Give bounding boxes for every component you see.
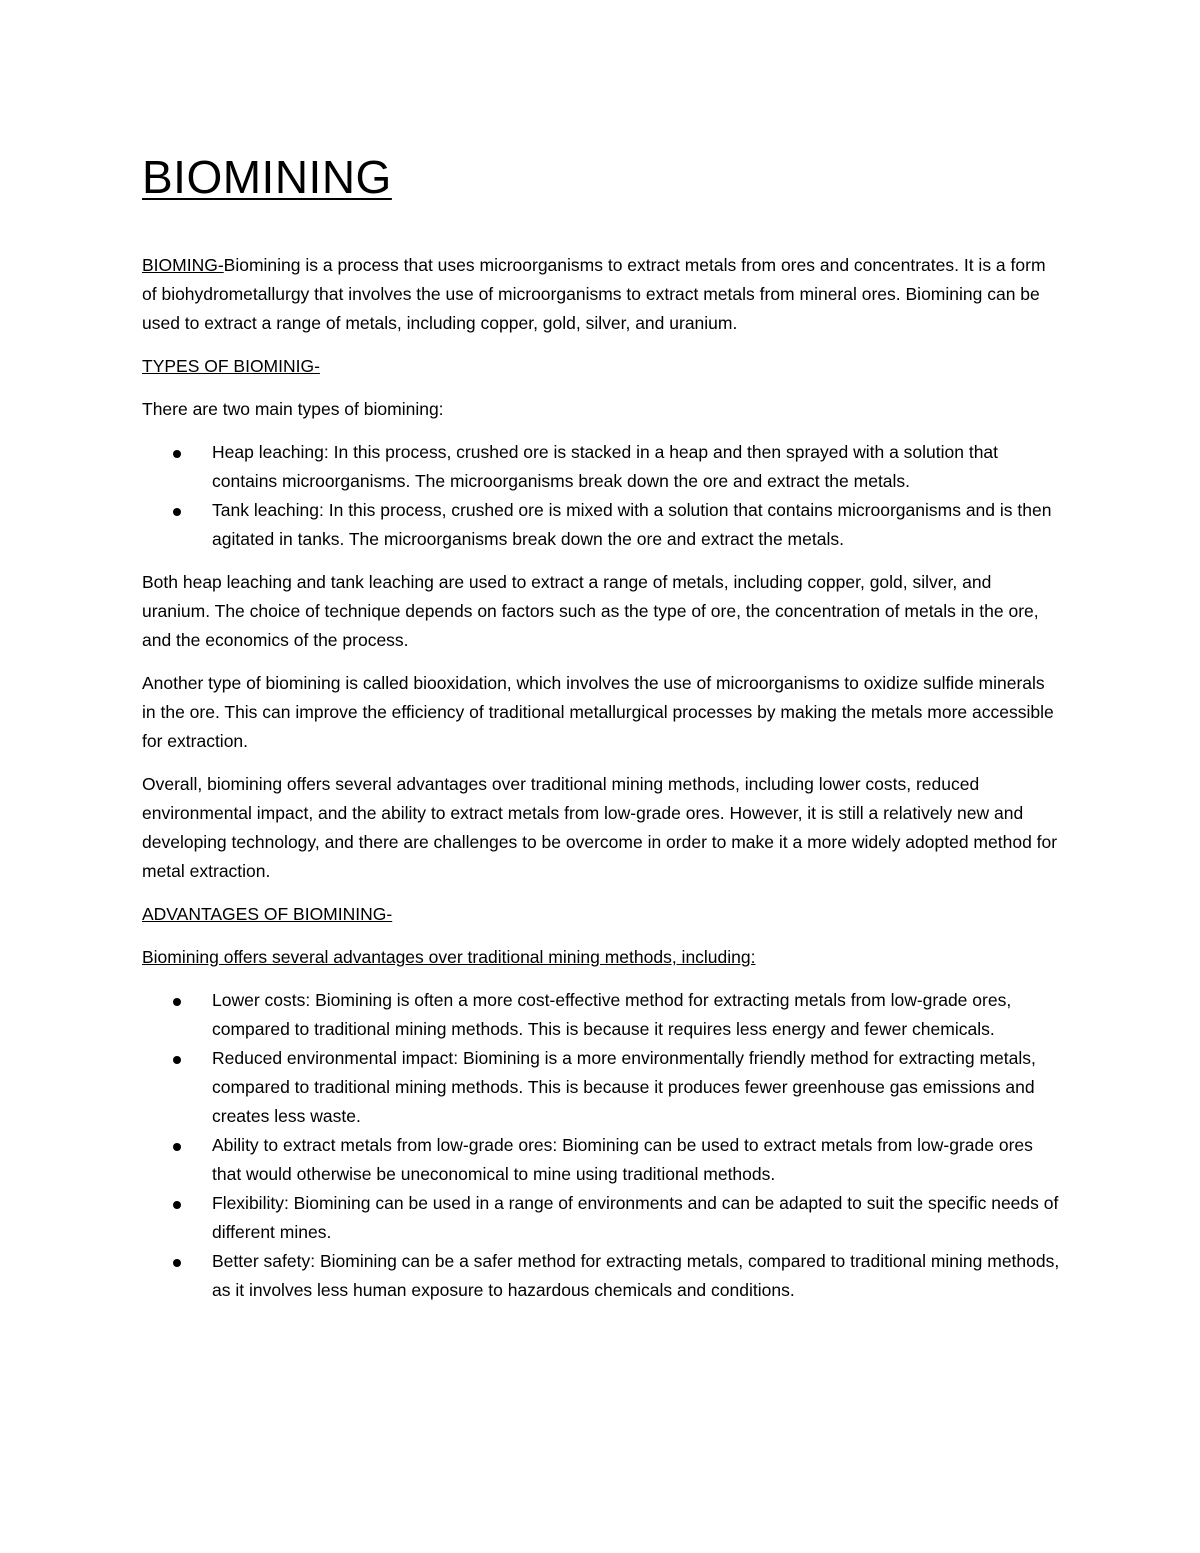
intro-text: Biomining is a process that uses microorganisms to extract metals from ores and concentrates. It is a form of biohydrometallurgy that involves the use of microorganisms to extract metals from mineral ores. Biomining can be used to extract a range of metals, including copper, gold, silver, and uranium. (142, 255, 1046, 333)
list-item-text: Better safety: Biomining can be a safer method for extracting metals, compared to traditional mining methods, as it involves less human exposure to hazardous chemicals and conditions. (212, 1251, 1060, 1300)
bullet-icon (173, 1143, 181, 1151)
bullet-icon (173, 508, 181, 516)
document-body (142, 251, 1062, 1319)
types-list (142, 438, 1062, 554)
advantages-list (142, 986, 1062, 1305)
body-paragraph: Both heap leaching and tank leaching are used to extract a range of metals, including copper, gold, silver, and uranium. The choice of technique depends on factors such as the type of ore, the concentration of metals in the ore, and the economics of the process. (142, 572, 1039, 650)
list-item (142, 496, 1062, 554)
list-item (142, 1247, 1062, 1305)
intro-paragraph (142, 251, 1062, 338)
bullet-icon (173, 1201, 181, 1209)
body-paragraph: Overall, biomining offers several advantages over traditional mining methods, including lower costs, reduced environmental impact, and the ability to extract metals from low-grade ores. However, it is still a relatively new and developing technology, and there are challenges to be overcome in order to make it a more widely adopted method for metal extraction. (142, 774, 1058, 881)
bullet-icon (173, 1056, 181, 1064)
list-item-text: Flexibility: Biomining can be used in a range of environments and can be adapted to suit the specific needs of different mines. (212, 1193, 1059, 1242)
list-item (142, 438, 1062, 496)
list-item-text: Heap leaching: In this process, crushed ore is stacked in a heap and then sprayed with a solution that contains microorganisms. The microorganisms break down the ore and extract the metals. (212, 442, 999, 491)
list-item (142, 1189, 1062, 1247)
advantages-heading: ADVANTAGES OF BIOMINING- (142, 904, 393, 924)
list-item (142, 986, 1062, 1044)
bullet-icon (173, 1259, 181, 1267)
types-lead: There are two main types of biomining: (142, 399, 444, 419)
list-item-text: Reduced environmental impact: Biomining is a more environmentally friendly method for extracting metals, compared to traditional mining methods. This is because it produces fewer greenhouse gas emissions and creates less waste. (212, 1048, 1036, 1126)
document-title: BIOMINING (142, 151, 392, 203)
list-item (142, 1044, 1062, 1131)
list-item (142, 1131, 1062, 1189)
list-item-text: Lower costs: Biomining is often a more cost-effective method for extracting metals from low-grade ores, compared to traditional mining methods. This is because it requires less energy and fewer chemicals. (212, 990, 1012, 1039)
list-item-text: Ability to extract metals from low-grade ores: Biomining can be used to extract metals from low-grade ores that would otherwise be uneconomical to mine using traditional methods. (212, 1135, 1033, 1184)
advantages-lead: Biomining offers several advantages over traditional mining methods, including: (142, 947, 756, 967)
bullet-icon (173, 450, 181, 458)
intro-label: BIOMING- (142, 255, 224, 275)
types-heading: TYPES OF BIOMINIG- (142, 356, 320, 376)
bullet-icon (173, 998, 181, 1006)
list-item-text: Tank leaching: In this process, crushed ore is mixed with a solution that contains microorganisms and is then agitated in tanks. The microorganisms break down the ore and extract the metals. (212, 500, 1052, 549)
body-paragraph: Another type of biomining is called biooxidation, which involves the use of microorganisms to oxidize sulfide minerals in the ore. This can improve the efficiency of traditional metallurgical processes by making the metals more accessible for extraction. (142, 673, 1054, 751)
